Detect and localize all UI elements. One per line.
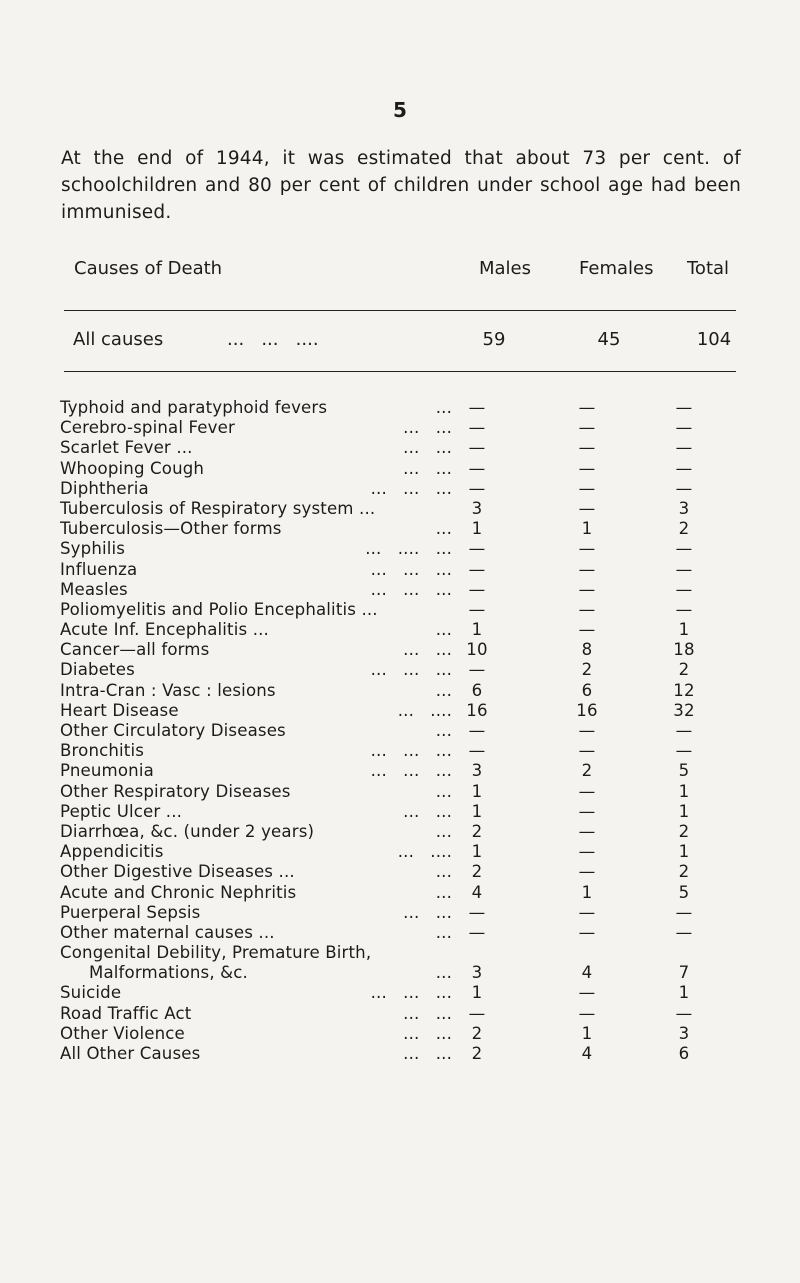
cell-females: — [578,478,596,498]
cell-females: — [578,458,596,478]
cause-label: Tuberculosis of Respiratory system ... [60,498,376,518]
cause-label: All Other Causes [60,1044,201,1063]
cell-total: — [675,458,693,478]
table-row [60,519,750,539]
leader-dots: ... [435,680,452,700]
all-causes-females: 45 [597,329,621,350]
cell-males: — [468,458,486,478]
cell-females: — [578,801,596,821]
table-row [60,418,750,438]
header-causes: Causes of Death [74,258,223,279]
cell-total: — [675,559,693,579]
header-females: Females [579,258,654,279]
table-row [60,398,750,418]
leader-dots: ... ... [403,1003,452,1023]
header-males: Males [479,258,532,279]
cause-label: Other Respiratory Diseases [60,781,291,801]
cell-total: — [675,741,693,761]
leader-dots: ... [435,398,452,417]
leader-dots: ... ... ... [370,761,452,781]
cell-females: — [578,842,596,862]
table-row [60,741,750,761]
cell-total: 3 [678,498,690,518]
cell-total: 2 [678,862,690,882]
all-causes-label: All causes [73,329,164,350]
table-row [60,438,750,458]
cell-total: — [675,1003,693,1023]
cell-males: 1 [471,519,483,539]
cell-total: 12 [673,680,695,700]
table-row [60,1044,750,1064]
cell-total: 1 [678,842,690,862]
cell-males: — [468,741,486,761]
cell-females: — [578,539,596,559]
table-row [60,782,750,802]
leader-dots: ... ... [403,902,452,922]
cell-total: — [675,418,693,438]
table-row [60,1024,750,1044]
cell-total: — [675,599,693,619]
leader-dots: ... ... [403,438,452,458]
cell-total: — [675,721,693,740]
cell-males: — [468,579,486,599]
cell-males: — [468,559,486,579]
cause-label: Congenital Debility, Premature Birth, [60,943,372,963]
cause-label: Syphilis [60,539,126,559]
cause-label: Puerperal Sepsis [60,902,201,922]
cell-females: — [578,579,596,599]
cell-males: 2 [471,862,483,882]
cell-total: 1 [678,781,690,801]
cause-label: Influenza [60,559,138,579]
leader-dots: ... .... ... [365,539,452,559]
cell-females: 1 [581,882,593,902]
cell-females: — [578,781,596,801]
leader-dots: ... ... [403,801,452,821]
page-number: 5 [393,98,407,122]
cell-total: 5 [678,761,690,781]
cause-label: Poliomyelitis and Polio Encephalitis ... [60,599,378,619]
cell-males: — [468,660,486,680]
cell-females: — [578,821,596,841]
leader-dots: ... ... ... [370,478,452,498]
cell-total: 3 [678,1023,690,1043]
cell-males: — [468,902,486,922]
all-causes-rule [64,371,736,372]
all-causes-males: 59 [482,329,506,350]
intro-paragraph: At the end of 1944, it was estimated that about 73 per cent. of schoolchildren and 80 per cent of children under school age had been immunised. [61,148,741,223]
cause-label: Acute Inf. Encephalitis ... [60,620,269,640]
table-row [60,1004,750,1024]
header-total: Total [687,258,730,279]
cause-label: Other Circulatory Diseases [60,721,286,740]
cell-females: 16 [576,700,598,720]
cause-label: Tuberculosis—Other forms [60,519,282,539]
all-causes-total: 104 [696,329,732,350]
leader-dots: ... .... [397,842,452,862]
cell-total: — [675,438,693,458]
cell-total: 2 [678,519,690,539]
cause-label: Diphtheria [60,478,149,498]
cell-males: 3 [471,963,483,983]
table-row [60,459,750,479]
cell-total: — [675,398,693,417]
cause-label: Measles [60,579,128,599]
cell-females: 4 [581,1044,593,1063]
leader-dots: ... [435,922,452,942]
cell-females: — [578,922,596,942]
cell-males: 3 [471,761,483,781]
causes-table [60,398,750,1064]
table-row [60,963,750,983]
cause-label: Cancer—all forms [60,640,210,660]
cell-females: — [578,418,596,438]
table-row [60,842,750,862]
leader-dots: ... [435,882,452,902]
cell-females: 4 [581,963,593,983]
cause-label: Acute and Chronic Nephritis [60,882,297,902]
leader-dots: ... ... ... [370,660,452,680]
header-rule [64,310,736,311]
cell-females: — [578,902,596,922]
cell-males: 2 [471,1044,483,1063]
cell-total: — [675,579,693,599]
cause-label: Heart Disease [60,700,179,720]
table-row [60,600,750,620]
table-row [60,580,750,600]
table-row [60,660,750,680]
cell-females: — [578,721,596,740]
table-row [60,499,750,519]
table-row [60,640,750,660]
cell-males: — [468,721,486,740]
cause-label: Peptic Ulcer ... [60,801,183,821]
cell-females: — [578,1003,596,1023]
cell-total: — [675,922,693,942]
leader-dots: ... ... [403,458,452,478]
all-causes-row [73,329,743,359]
cell-total: 1 [678,983,690,1003]
cell-females: — [578,398,596,417]
cell-females: — [578,620,596,640]
cause-label: Other Digestive Diseases ... [60,862,295,882]
cell-females: — [578,438,596,458]
cell-males: — [468,478,486,498]
cause-label: Diarrhœa, &c. (under 2 years) [60,821,315,841]
cause-label: Appendicitis [60,842,164,862]
leader-dots: ... [435,862,452,882]
cell-males: 1 [471,781,483,801]
table-row [60,701,750,721]
cause-label: Whooping Cough [60,458,205,478]
table-row [60,822,750,842]
cause-label: Other Violence [60,1023,185,1043]
leader-dots: ... .... [397,700,452,720]
leader-dots: ... ... [403,1044,452,1063]
cause-label: Typhoid and paratyphoid fevers [60,398,328,417]
cell-total: 2 [678,821,690,841]
cell-total: — [675,539,693,559]
cause-label: Other maternal causes ... [60,922,275,942]
cell-total: 7 [678,963,690,983]
table-row [60,539,750,559]
cell-total: — [675,478,693,498]
cell-females: 2 [581,660,593,680]
leader-dots: ... ... ... [370,983,452,1003]
table-row [60,883,750,903]
cell-females: — [578,741,596,761]
cell-females: 8 [581,640,593,660]
cell-males: 2 [471,821,483,841]
cell-males: — [468,539,486,559]
cell-males: — [468,922,486,942]
table-row [60,802,750,822]
table-row [60,943,750,963]
cell-females: — [578,559,596,579]
table-row [60,983,750,1003]
table-row [60,923,750,943]
cell-males: 4 [471,882,483,902]
cell-total: 32 [673,700,695,720]
cell-females: 1 [581,519,593,539]
cause-label: Intra-Cran : Vasc : lesions [60,680,276,700]
cell-males: 1 [471,801,483,821]
cell-total: — [675,902,693,922]
cell-females: 1 [581,1023,593,1043]
table-row [60,620,750,640]
leader-dots: ... [435,821,452,841]
table-row [60,681,750,701]
leader-dots: ... [435,519,452,539]
cell-males: — [468,599,486,619]
cell-females: — [578,862,596,882]
table-row [60,721,750,741]
cause-label: Road Traffic Act [60,1003,192,1023]
cell-males: 6 [471,680,483,700]
cell-females: — [578,983,596,1003]
leader-dots: ... ... ... [370,741,452,761]
cell-females: — [578,498,596,518]
table-row [60,479,750,499]
cell-males: 16 [466,700,488,720]
cell-total: 5 [678,882,690,902]
cell-males: — [468,438,486,458]
leader-dots: ... [435,620,452,640]
cell-females: 2 [581,761,593,781]
leader-dots: ... ... ... [370,579,452,599]
cell-total: 2 [678,660,690,680]
cell-total: 1 [678,620,690,640]
cell-males: 1 [471,842,483,862]
cell-males: — [468,1003,486,1023]
cell-females: — [578,599,596,619]
cell-males: 1 [471,983,483,1003]
cell-males: 2 [471,1023,483,1043]
leader-dots: ... ... [403,1023,452,1043]
cause-label: Malformations, &c. [89,963,248,983]
leader-dots: ... [435,963,452,983]
table-row [60,761,750,781]
leader-dots: ... [435,721,452,740]
leader-dots: ... ... [403,640,452,660]
cause-label: Bronchitis [60,741,145,761]
cause-label: Cerebro-spinal Fever [60,418,235,438]
cell-males: — [468,398,486,417]
cell-males: 1 [471,620,483,640]
cause-label: Scarlet Fever ... [60,438,193,458]
table-row [60,560,750,580]
cell-males: 10 [466,640,488,660]
cell-total: 18 [673,640,695,660]
table-header [74,258,744,284]
leader-dots: ... ... ... [370,559,452,579]
cause-label: Suicide [60,983,122,1003]
all-causes-dots: ... ... .... [227,329,319,350]
table-row [60,903,750,923]
cell-males: — [468,418,486,438]
cell-total: 1 [678,801,690,821]
leader-dots: ... ... [403,418,452,438]
cell-males: 3 [471,498,483,518]
cell-total: 6 [678,1044,690,1063]
cause-label: Pneumonia [60,761,154,781]
leader-dots: ... [435,781,452,801]
cause-label: Diabetes [60,660,135,680]
cell-females: 6 [581,680,593,700]
table-row [60,862,750,882]
